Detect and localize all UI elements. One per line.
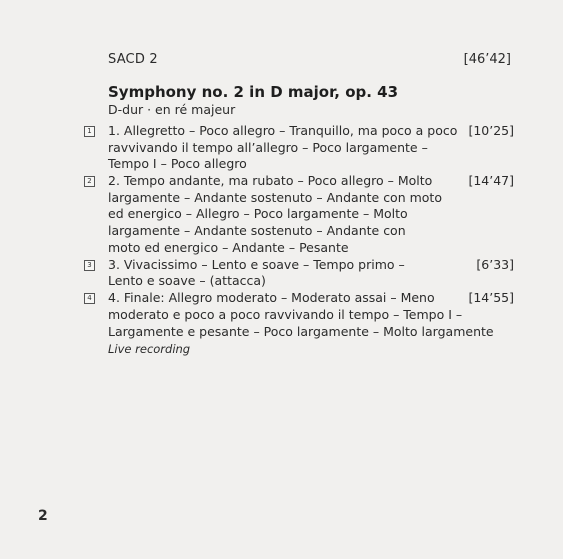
track-duration: [14’47] — [468, 173, 514, 189]
track-item — [84, 290, 514, 340]
track-duration: [6’33] — [476, 256, 514, 272]
track-description — [108, 173, 458, 256]
track-text-line: largamente – Andante sostenuto – Andante con — [108, 223, 406, 239]
work-title: Symphony no. 2 in D major, op. 43 — [108, 83, 399, 101]
work-subtitle: D-dur · en ré majeur — [108, 102, 236, 117]
page-number: 2 — [38, 508, 48, 524]
track-number-box-icon: 2 — [84, 176, 95, 187]
track-duration: [10’25] — [468, 123, 514, 138]
track-text-line: Lento e soave – (attacca) — [108, 273, 266, 289]
track-item — [84, 173, 514, 256]
track-item — [84, 257, 514, 290]
track-description — [108, 257, 458, 290]
track-number-box-icon: 4 — [84, 293, 95, 304]
track-list — [84, 123, 514, 341]
track-number-box-icon: 1 — [84, 126, 95, 137]
track-description — [108, 123, 458, 173]
disc-duration: [46’42] — [463, 52, 511, 67]
track-text-line: Tempo I – Poco allegro — [108, 156, 247, 172]
track-text-line: moderato e poco a poco ravvivando il tempo – Tempo I – — [108, 307, 463, 323]
track-text-line: 1. Allegretto – Poco allegro – Tranquillo, ma poco a poco — [108, 123, 458, 138]
track-text-line: ed energico – Allegro – Poco largamente – Molto — [108, 206, 408, 222]
track-text-line: Largamente e pesante – Poco largamente – Molto largamente — [108, 323, 494, 339]
track-duration: [14’55] — [468, 290, 514, 306]
disc-label: SACD 2 — [108, 52, 158, 67]
track-text-line: 2. Tempo andante, ma rubato – Poco allegro – Molto — [108, 173, 433, 189]
track-text-line: ravvivando il tempo all’allegro – Poco largamente – — [108, 139, 428, 155]
track-number-box-icon: 3 — [84, 260, 95, 271]
track-text-line: 3. Vivacissimo – Lento e soave – Tempo primo – — [108, 256, 405, 272]
track-item — [84, 123, 514, 173]
track-text-line: 4. Finale: Allegro moderato – Moderato assai – Meno — [108, 290, 435, 306]
track-text-line: moto ed energico – Andante – Pesante — [108, 239, 349, 255]
live-recording-note: Live recording — [108, 342, 191, 356]
track-text-line: largamente – Andante sostenuto – Andante con moto — [108, 189, 442, 205]
